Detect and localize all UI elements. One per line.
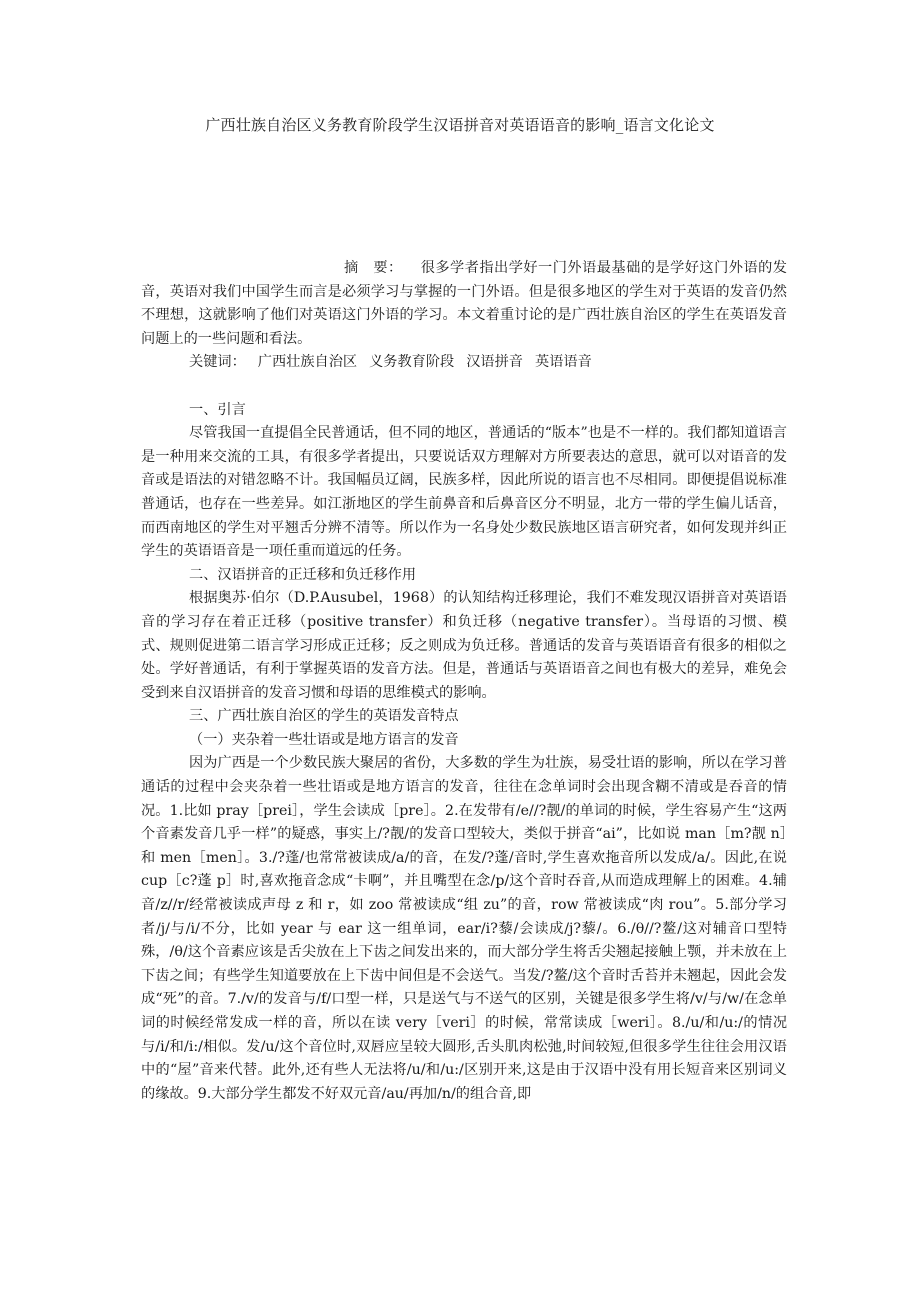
section-heading-intro: 一、引言 [189,401,246,418]
transfer-paragraph: 根据奥苏·伯尔（D.P.Ausubel，1968）的认知结构迁移理论，我们不难发现汉语拼音对英语语音的学习存在着正迁移（positive transfer）和负迁移（negative transfer）。当母语的习惯、模式、规则促进第二语言学习形成正迁移；反之则成为负迁移。普通话的发音与英语语音有很多的相似之处。学好普通话，有利于掌握英语的发音方法。但是，普通话与英语语音之间也有极大的差异，难免会受到来自汉语拼音的发音习惯和母语的思维模式的影响。 [141,590,787,701]
section-heading-transfer: 二、汉语拼音的正迁移和负迁移作用 [189,566,417,583]
abstract-paragraph [141,257,787,351]
document-body [141,257,787,1106]
keyword-item: 义务教育阶段 [369,354,455,371]
document-title: 广西壮族自治区义务教育阶段学生汉语拼音对英语语音的影响_语言文化论文 [205,116,715,134]
keyword-item: 英语语音 [535,354,592,371]
intro-paragraph: 尽管我国一直提倡全民普通话，但不同的地区，普通话的“版本”也是不一样的。我们都知道语言是一种用来交流的工具，有很多学者提出，只要说话双方理解对方所要表达的意思，就可以对语音的发音或是语法的对错忽略不计。我国幅员辽阔，民族多样，因此所说的语言也不尽相同。即便提倡说标准普通话，也存在一些差异。如江浙地区的学生前鼻音和后鼻音区分不明显，北方一带的学生偏儿话音，而西南地区的学生对平翘舌分辨不清等。所以作为一名身处少数民族地区语言研究者，如何发现并纠正学生的英语语音是一项任重而道远的任务。 [141,425,787,560]
abstract-text: 很多学者指出学好一门外语最基础的是学好这门外语的发音，英语对我们中国学生而言是必须学习与掌握的一门外语。但是很多地区的学生对于英语的发音仍然不理想，这就影响了他们对英语这门外语的学习。本文着重讨论的是广西壮族自治区的学生在英语发音问题上的一些问题和看法。 [141,260,787,347]
keywords-label: 关键词： [189,354,246,371]
subsection-heading-dialect: （一）夹杂着一些壮语或是地方语言的发音 [189,731,459,748]
dialect-paragraph: 因为广西是一个少数民族大聚居的省份，大多数的学生为壮族，易受壮语的影响，所以在学习普通话的过程中会夹杂着一些壮语或是地方语言的发音，往往在念单词时会出现含糊不清或是吞音的情况。1.比如 pray［prei］，学生会读成［pre］。2.在发带有/e//?靓/的单词的时候，学生容易产生“这两个音素发音几乎一样”的疑惑，事实上/?靓/的发音口型较大，类似于拼音“ai”，比如说 man［m?靓 n］和 men［men］。3./?蓬/也常常被读成/a/的音，在发/?蓬/音时,学生喜欢拖音所以发成/a/。因此,在说 cup［c?蓬 p］时,喜欢拖音念成“卡啊”，并且嘴型在念/p/这个音时吞音,从而造成理解上的困难。4.辅音/z//r/经常被读成声母 z 和 r，如 zoo 常被读成“组 zu”的音，row 常被读成“肉 rou”。5.部分学习者/j/与/i/不分，比如 year 与 ear 这一组单词，ear/i?藜/会读成/j?藜/。6./θ//?鳌/这对辅音口型特殊，/θ/这个音素应该是舌尖放在上下齿之间发出来的，而大部分学生将舌尖翘起接触上颚，并未放在上下齿之间；有些学生知道要放在上下齿中间但是不会送气。当发/?鳌/这个音时舌苔并未翘起，因此会发成“死”的音。7./v/的发音与/f/口型一样，只是送气与不送气的区别，关键是很多学生将/v/与/w/在念单词的时候经常发成一样的音，所以在读 very［veri］的时候，常常读成［weri］。8./u/和/u:/的情况与/i/和/i:/相似。发/u/这个音位时,双唇应呈较大圆形,舌头肌肉松弛,时间较短,但很多学生往往会用汉语中的“屋”音来代替。此外,还有些人无法将/u/和/u:/区别开来,这是由于汉语中没有用长短音来区别词义的缘故。9.大部分学生都发不好双元音/au/再加/n/的组合音,即 [141,755,788,1102]
keyword-item: 汉语拼音 [466,354,523,371]
section-heading-features: 三、广西壮族自治区的学生的英语发音特点 [189,708,459,725]
blank-line [141,375,787,399]
keyword-item: 广西壮族自治区 [257,354,358,371]
abstract-label: 摘 要： [344,260,403,276]
keywords-line [141,351,787,375]
